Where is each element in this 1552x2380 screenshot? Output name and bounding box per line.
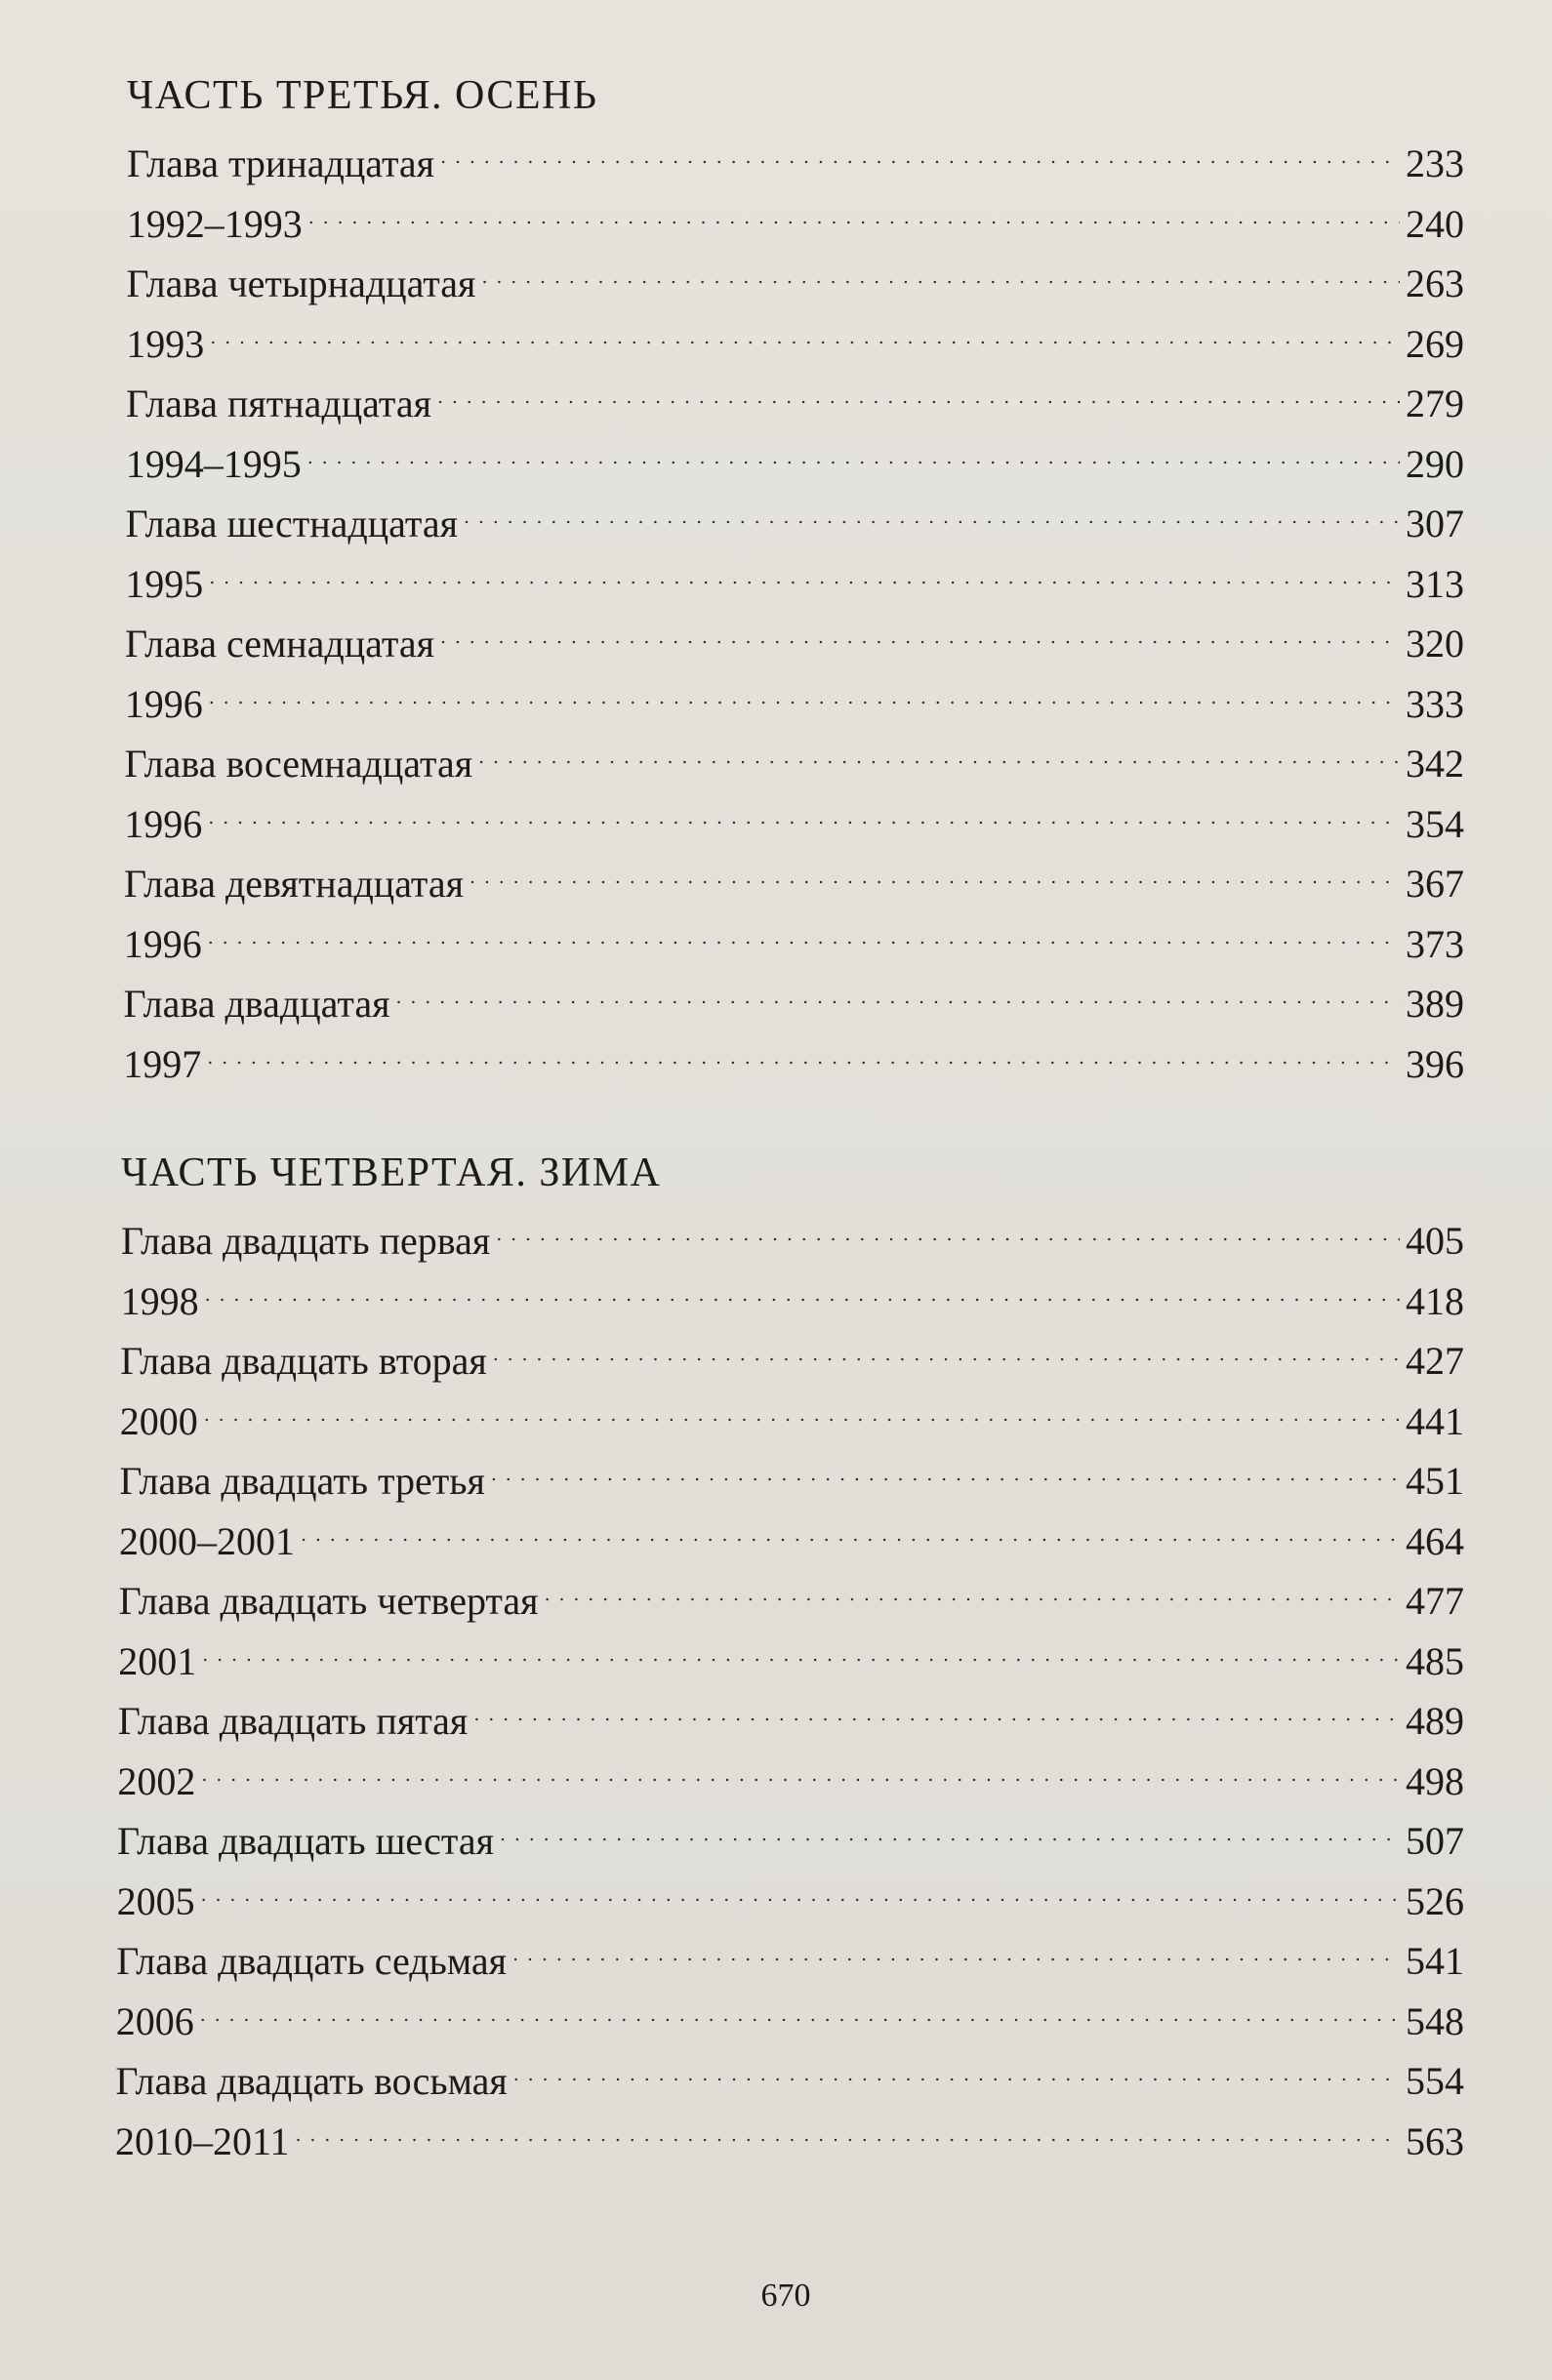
toc-entry-page: 477 <box>1405 1579 1464 1623</box>
toc-entry <box>123 898 1464 966</box>
toc-entry-page: 313 <box>1406 561 1464 606</box>
toc-entry-title: 2010–2011 <box>115 2118 290 2163</box>
dot-leader <box>500 1795 1400 1854</box>
toc-entry-page: 526 <box>1405 1878 1464 1923</box>
toc-entry-page: 507 <box>1406 1819 1464 1863</box>
toc-entry-page: 279 <box>1406 382 1464 425</box>
toc-entry <box>118 1615 1464 1683</box>
toc-entry-page: 333 <box>1406 681 1464 726</box>
toc-entry <box>125 418 1464 486</box>
toc-entry-page: 269 <box>1406 321 1464 366</box>
toc-entry <box>126 298 1464 366</box>
toc-entry-title: Глава двадцатая <box>123 982 390 1026</box>
dot-leader <box>307 418 1400 477</box>
toc-entry-title: Глава тринадцатая <box>127 141 435 185</box>
toc-entry <box>116 1915 1464 1983</box>
toc-entry <box>126 178 1464 246</box>
dot-leader <box>481 237 1400 297</box>
toc-entry-title: 1994–1995 <box>125 441 302 486</box>
toc-entry-title: Глава четырнадцатая <box>126 262 476 305</box>
toc-entry-page: 418 <box>1405 1278 1464 1323</box>
dot-leader <box>202 1615 1400 1674</box>
dot-leader <box>209 658 1400 717</box>
dot-leader <box>440 117 1400 177</box>
toc-entry-page: 498 <box>1405 1758 1464 1803</box>
toc-entry-title: 2001 <box>118 1638 197 1683</box>
dot-leader <box>301 1495 1400 1554</box>
page-number: 670 <box>760 2278 811 2314</box>
toc-entry-title: Глава двадцать восьмая <box>115 2059 508 2103</box>
dot-leader <box>512 1915 1400 1974</box>
toc-entry-title: Глава двадцать первая <box>121 1219 491 1263</box>
toc-entry-page: 307 <box>1406 502 1464 545</box>
toc-entry <box>126 237 1465 305</box>
dot-leader <box>210 298 1400 357</box>
dot-leader <box>209 538 1400 597</box>
dot-leader <box>204 1375 1400 1434</box>
toc-entry <box>120 1314 1464 1383</box>
toc-entry-page: 373 <box>1406 921 1464 966</box>
toc-entry-title: 1996 <box>124 801 203 846</box>
toc-entry-title: 1992–1993 <box>126 201 303 246</box>
toc-entry <box>119 1434 1464 1503</box>
dot-leader <box>437 357 1400 417</box>
toc-entry-page: 485 <box>1405 1638 1464 1683</box>
toc-entry-title: Глава двадцать третья <box>119 1459 485 1503</box>
dot-leader <box>396 957 1400 1017</box>
dot-leader <box>308 178 1400 237</box>
toc-entry-title: Глава двадцать четвертая <box>118 1579 539 1623</box>
toc-entry-title: Глава двадцать шестая <box>117 1819 495 1863</box>
dot-leader <box>296 2095 1400 2155</box>
toc-entry-page: 290 <box>1406 441 1464 486</box>
toc-entry-title: 1997 <box>123 1041 202 1086</box>
toc-entry-title: 2000 <box>119 1398 198 1443</box>
dot-leader <box>207 1018 1400 1077</box>
toc-entry-title: Глава восемнадцатая <box>124 742 473 786</box>
toc-entry-page: 342 <box>1406 742 1464 786</box>
toc-entry <box>117 1795 1464 1863</box>
toc-entry <box>125 538 1464 606</box>
toc-entry <box>123 957 1465 1026</box>
toc-entry <box>117 1735 1464 1803</box>
toc-entry-page: 233 <box>1406 141 1464 185</box>
toc-entry-page: 389 <box>1406 982 1464 1026</box>
dot-leader <box>205 1255 1400 1314</box>
toc-entry <box>115 2035 1464 2103</box>
dot-leader <box>473 1674 1400 1734</box>
toc-entry-title: 2005 <box>116 1878 195 1923</box>
toc-entry-title: Глава двадцать пятая <box>117 1699 469 1743</box>
dot-leader <box>440 597 1400 657</box>
toc-entry <box>117 1674 1464 1743</box>
toc-entry-page: 263 <box>1406 262 1464 305</box>
section-heading: ЧАСТЬ ЧЕТВЕРТАЯ. ЗИМА <box>121 1150 662 1195</box>
toc-entry-page: 541 <box>1405 1939 1464 1983</box>
toc-entry-title: Глава девятнадцатая <box>124 862 465 906</box>
toc-entry-page: 489 <box>1405 1699 1464 1743</box>
toc-entry <box>120 1255 1464 1323</box>
toc-entry <box>125 597 1464 666</box>
section-heading: ЧАСТЬ ТРЕТЬЯ. ОСЕНЬ <box>127 73 598 118</box>
toc-entry <box>124 778 1464 846</box>
toc-entry <box>124 658 1464 726</box>
dot-leader <box>491 1434 1400 1494</box>
toc-entry <box>119 1375 1464 1443</box>
toc-entry <box>123 1018 1464 1086</box>
toc-entry-page: 405 <box>1406 1219 1464 1263</box>
toc-entry-page: 354 <box>1406 801 1464 846</box>
toc-entry-title: 1996 <box>124 681 203 726</box>
toc-entry <box>121 1194 1464 1263</box>
toc-entry <box>126 357 1464 425</box>
toc-entry-page: 240 <box>1406 201 1464 246</box>
toc-entry-page: 554 <box>1405 2059 1464 2103</box>
toc-entry <box>118 1554 1464 1623</box>
toc-entry <box>127 117 1464 185</box>
dot-leader <box>478 717 1400 777</box>
toc-entry-title: 1996 <box>123 921 202 966</box>
toc-entry-title: Глава двадцать седьмая <box>116 1939 508 1983</box>
toc-entry-title: 1995 <box>125 561 204 606</box>
toc-entry <box>116 1855 1464 1923</box>
toc-entry-page: 396 <box>1406 1041 1464 1086</box>
toc-entry-page: 367 <box>1406 862 1464 906</box>
toc-entry-page: 427 <box>1405 1339 1464 1383</box>
dot-leader <box>470 837 1400 897</box>
toc-entry-title: 2000–2001 <box>119 1518 295 1563</box>
dot-leader <box>208 898 1400 957</box>
dot-leader <box>496 1194 1400 1254</box>
toc-entry-title: Глава шестнадцатая <box>125 502 458 545</box>
toc-entry <box>115 2095 1464 2163</box>
dot-leader <box>200 1975 1400 2035</box>
toc-entry <box>119 1495 1464 1563</box>
toc-entry-page: 548 <box>1405 1998 1464 2043</box>
dot-leader <box>513 2035 1400 2094</box>
toc-entry-page: 320 <box>1406 622 1464 666</box>
toc-entry-page: 563 <box>1406 2118 1464 2163</box>
toc-entry-page: 441 <box>1405 1398 1464 1443</box>
toc-entry-title: 1993 <box>126 321 205 366</box>
toc-entry-title: 1998 <box>120 1278 199 1323</box>
dot-leader <box>464 477 1400 537</box>
toc-entry <box>115 1975 1464 2043</box>
toc-entry-title: 2006 <box>115 1998 194 2043</box>
toc-entry <box>124 837 1464 906</box>
toc-entry-page: 451 <box>1405 1459 1464 1503</box>
toc-entry <box>125 477 1465 545</box>
toc-entry-title: Глава семнадцатая <box>125 622 435 666</box>
dot-leader <box>201 1855 1400 1915</box>
dot-leader <box>201 1735 1400 1795</box>
toc-entry-title: Глава двадцать вторая <box>120 1339 487 1383</box>
dot-leader <box>545 1554 1400 1614</box>
dot-leader <box>493 1314 1400 1374</box>
dot-leader <box>208 778 1400 837</box>
toc-entry-title: 2002 <box>117 1758 196 1803</box>
toc-entry-title: Глава пятнадцатая <box>126 382 431 425</box>
toc-entry <box>124 717 1465 786</box>
toc-entry-page: 464 <box>1406 1518 1464 1563</box>
